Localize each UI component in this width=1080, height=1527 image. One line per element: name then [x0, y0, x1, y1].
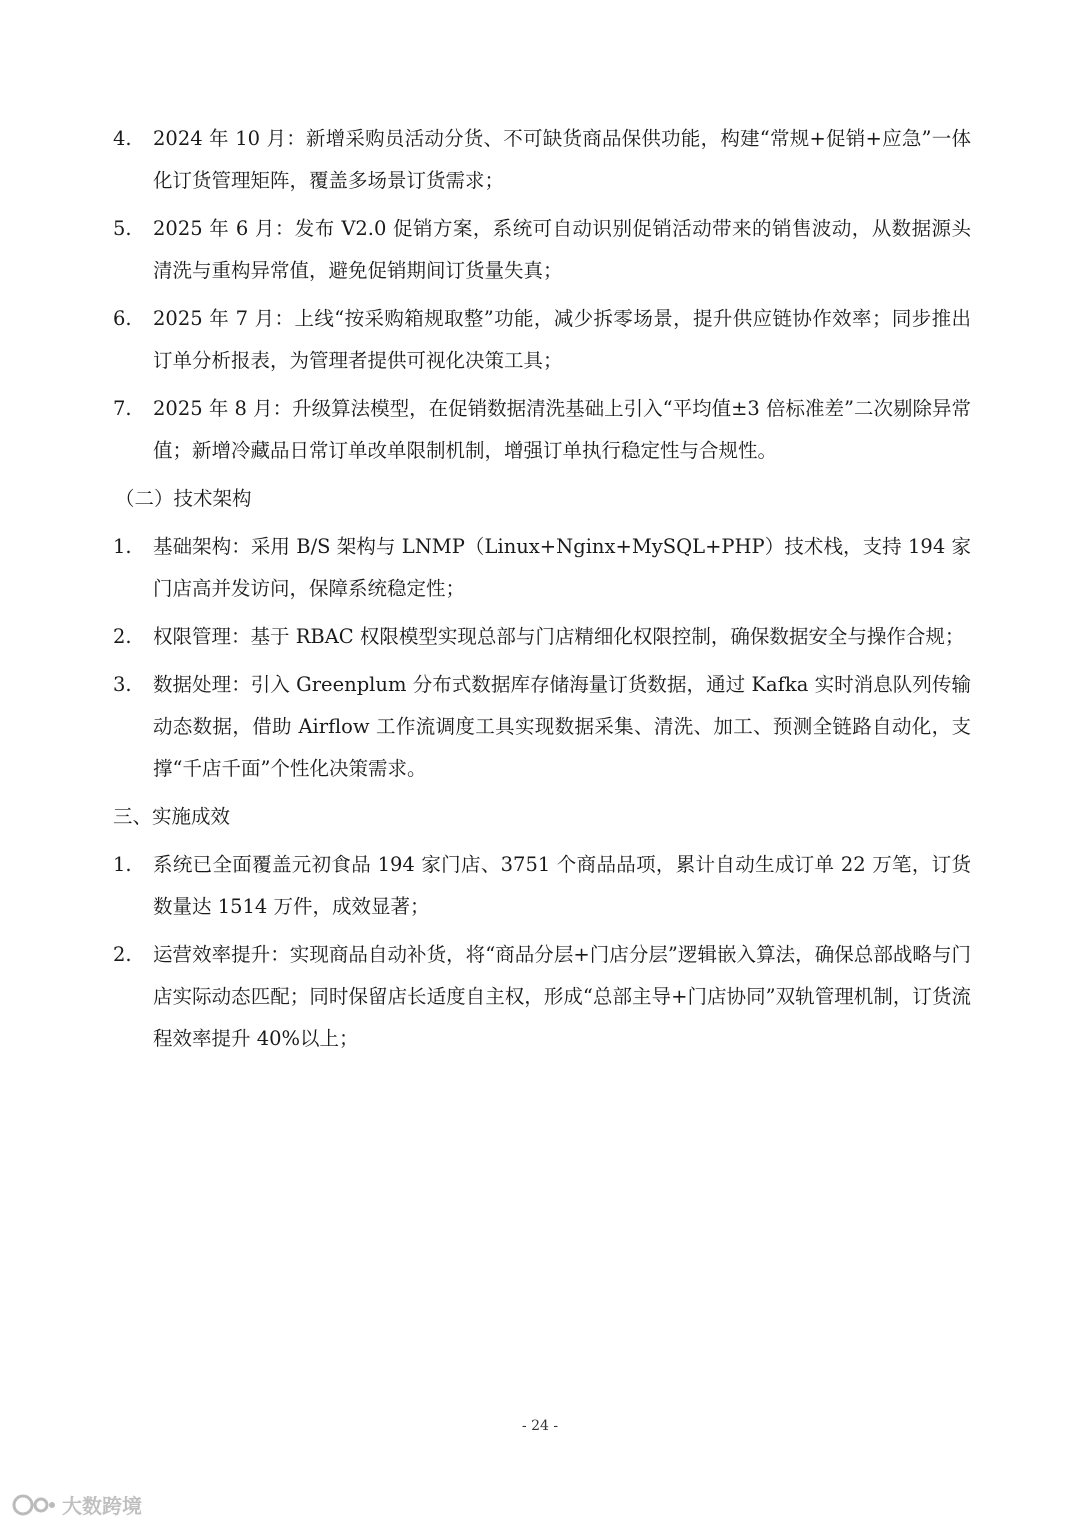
list-item-number: 4. — [113, 127, 132, 150]
list-item-number: 1. — [113, 853, 132, 876]
list-item-text: 运营效率提升：实现商品自动补货，将“商品分层+门店分层”逻辑嵌入算法，确保总部战略与门店实际动态匹配；同时保留店长适度自主权，形成“总部主导+门店协同”双轨管理机制，订货流程效率提升 40%以上； — [153, 943, 971, 1050]
list-item-text: 权限管理：基于 RBAC 权限模型实现总部与门店精细化权限控制，确保数据安全与操作合规； — [153, 625, 965, 648]
list-item-text: 数据处理：引入 Greenplum 分布式数据库存储海量订货数据，通过 Kafka 实时消息队列传输动态数据，借助 Airflow 工作流调度工具实现数据采集、清洗、加工、预测全链路自动化，支撑“千店千面”个性化决策需求。 — [153, 673, 971, 780]
list-item-number: 1. — [113, 535, 132, 558]
list-item-number: 3. — [113, 673, 132, 696]
list-item — [113, 526, 971, 610]
page-number: - 24 - — [521, 1418, 559, 1434]
list-item — [113, 664, 971, 790]
list-item — [113, 934, 971, 1060]
list-item-number: 7. — [113, 397, 132, 420]
tech-architecture-heading: （二）技术架构 — [115, 487, 252, 510]
list-item — [113, 388, 971, 472]
implementation-results-heading: 三、实施成效 — [113, 805, 231, 828]
list-item-text: 2025 年 6 月：发布 V2.0 促销方案，系统可自动识别促销活动带来的销售波动，从数据源头清洗与重构异常值，避免促销期间订货量失真； — [153, 217, 971, 282]
list-item-number: 2. — [113, 625, 132, 648]
list-item — [113, 616, 971, 658]
list-item — [113, 208, 971, 292]
list-item-text: 2025 年 7 月：上线“按采购箱规取整”功能，减少拆零场景，提升供应链协作效率；同步推出订单分析报表，为管理者提供可视化决策工具； — [153, 307, 971, 372]
list-item — [113, 118, 971, 202]
logo-icon — [12, 1492, 56, 1518]
list-item-text: 基础架构：采用 B/S 架构与 LNMP（Linux+Nginx+MySQL+PHP）技术栈，支持 194 家门店高并发访问，保障系统稳定性； — [153, 535, 971, 600]
list-item — [113, 298, 971, 382]
watermark — [12, 1490, 142, 1519]
list-item-number: 2. — [113, 943, 132, 966]
document-body — [113, 118, 971, 1066]
watermark-text: 大数跨境 — [62, 1494, 142, 1518]
list-item — [113, 844, 971, 928]
list-item-number: 5. — [113, 217, 132, 240]
list-item-text: 2025 年 8 月：升级算法模型，在促销数据清洗基础上引入“平均值±3 倍标准差”二次剔除异常值；新增冷藏品日常订单改单限制机制，增强订单执行稳定性与合规性。 — [153, 397, 972, 462]
list-item-number: 6. — [113, 307, 132, 330]
list-item-text: 2024 年 10 月：新增采购员活动分货、不可缺货商品保供功能，构建“常规+促销+应急”一体化订货管理矩阵，覆盖多场景订货需求； — [153, 127, 971, 192]
list-item-text: 系统已全面覆盖元初食品 194 家门店、3751 个商品品项，累计自动生成订单 22 万笔，订货数量达 1514 万件，成效显著； — [153, 853, 971, 918]
